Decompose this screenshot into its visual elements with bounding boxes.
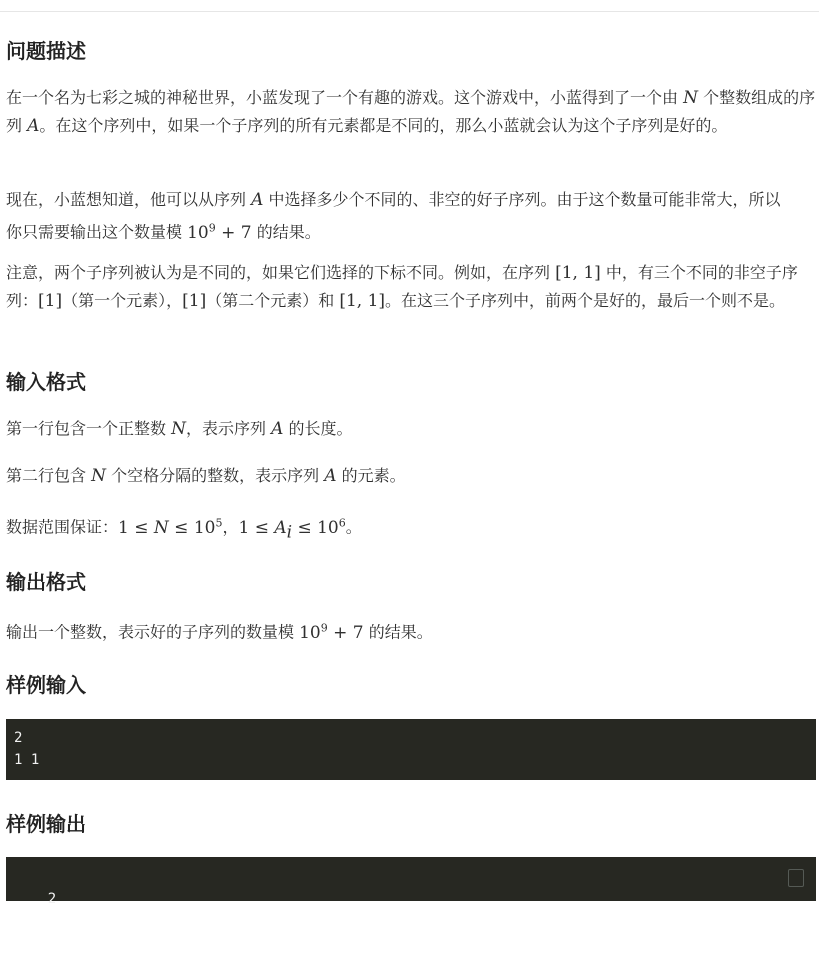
text: 数据范围保证： [6, 517, 119, 537]
section-title-input: 输入格式 [6, 370, 86, 394]
text: ， [222, 517, 239, 537]
description-paragraph-3 [6, 259, 818, 315]
mod-base: 10 [299, 622, 321, 643]
math-range-n [118, 518, 222, 538]
input-line-3 [6, 509, 818, 546]
copy-icon[interactable] [788, 869, 804, 887]
sample-output-code-block[interactable] [6, 857, 816, 907]
math-n: N [91, 466, 106, 486]
section-title-sample-output: 样例输出 [6, 812, 86, 836]
section-title-output: 输出格式 [6, 570, 86, 594]
text: 现在，小蓝想知道，他可以从序列 [6, 190, 247, 209]
text: 在一个名为七彩之城的神秘世界，小蓝发现了一个有趣的游戏。这个游戏中，小蓝得到了一个由 [6, 88, 679, 107]
range-rhs: ≤ 10 [168, 517, 216, 538]
math-n: N [171, 419, 186, 439]
input-line-1 [6, 415, 818, 443]
text: 中选择多少个不同的、非空的好子序列。由于这个数量可能非常大，所以你只需要输出这个数量模 [6, 190, 781, 242]
math-a: A [274, 517, 287, 538]
math-seq-1: [1] [38, 291, 63, 311]
mod-base: 10 [187, 222, 209, 243]
mod-rest: + 7 [215, 222, 252, 243]
math-seq-1: [1] [182, 291, 207, 311]
math-n: N [683, 88, 698, 108]
math-subscript-i: i [286, 522, 293, 543]
math-mod [187, 223, 252, 243]
section-title-description: 问题描述 [6, 39, 86, 63]
text: 中，有三个不同的非空子序列： [6, 263, 798, 310]
mod-exponent: 9 [208, 221, 216, 234]
math-a: A [324, 466, 337, 486]
mod-exponent: 9 [320, 621, 328, 634]
range-lhs: 1 ≤ [118, 517, 154, 538]
math-range-a [238, 516, 346, 543]
sample-output-text: 2 [47, 891, 57, 907]
text: 。 [345, 517, 362, 537]
input-line-2 [6, 462, 818, 490]
text: 个空格分隔的整数，表示序列 [111, 466, 320, 485]
range-lhs: 1 ≤ [238, 517, 275, 538]
text: 个整数组成的序列 [6, 88, 816, 135]
text: 的元素。 [341, 466, 406, 485]
math-a: A [251, 190, 264, 210]
text: 第一行包含一个正整数 [6, 419, 167, 438]
range-rhs: ≤ 10 [292, 517, 339, 538]
text: 输出一个整数，表示好的子序列的数量模 [6, 622, 295, 642]
math-seq-1-1: [1, 1] [555, 263, 601, 283]
text: ，表示序列 [185, 419, 266, 438]
text: 。在这个序列中，如果一个子序列的所有元素都是不同的，那么小蓝就会认为这个子序列是好的。 [39, 116, 728, 135]
output-line-1 [6, 614, 818, 647]
range-exponent: 5 [215, 516, 223, 529]
range-exponent: 6 [338, 516, 346, 529]
text: 的长度。 [288, 419, 353, 438]
math-a: A [27, 116, 40, 136]
section-title-sample-input: 样例输入 [6, 673, 86, 697]
text: 注意，两个子序列被认为是不同的，如果它们选择的下标不同。例如，在序列 [6, 263, 551, 282]
text: 第二行包含 [6, 466, 87, 485]
math-n: N [153, 517, 169, 538]
description-paragraph-2 [6, 186, 796, 247]
top-divider [0, 11, 819, 12]
text: 的结果。 [368, 622, 433, 642]
text: （第二个元素）和 [206, 291, 335, 310]
text: 。在这三个子序列中，前两个是好的，最后一个则不是。 [385, 291, 786, 310]
math-seq-1-1: [1, 1] [339, 291, 386, 311]
description-paragraph-1 [6, 84, 818, 140]
math-a: A [271, 419, 284, 439]
text: 的结果。 [256, 222, 321, 242]
math-mod [299, 623, 364, 643]
sample-input-code-block[interactable]: 2 1 1 [6, 719, 816, 780]
text: （第一个元素）， [62, 291, 183, 310]
mod-rest: + 7 [327, 622, 364, 643]
